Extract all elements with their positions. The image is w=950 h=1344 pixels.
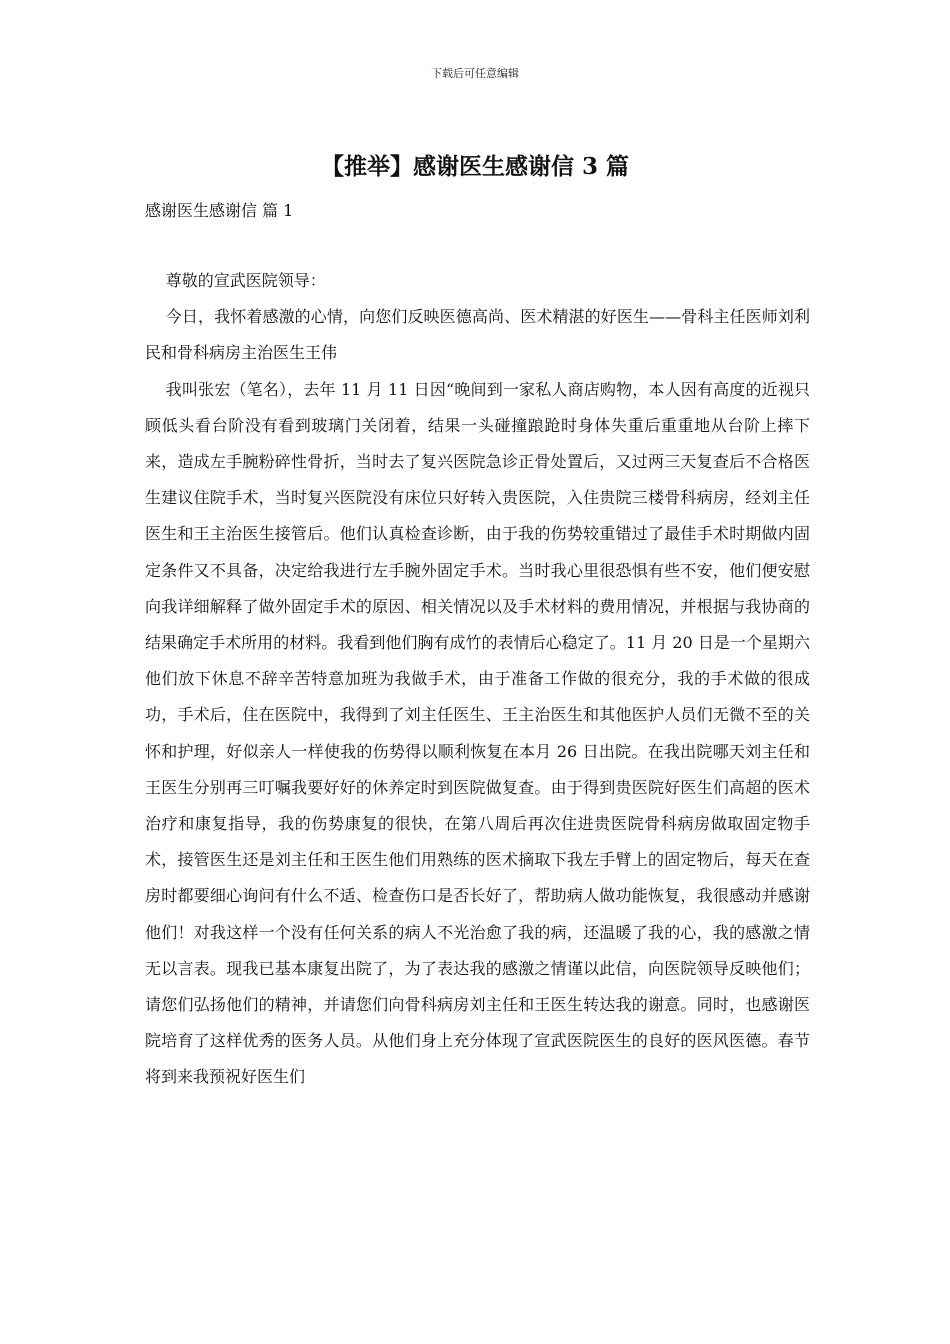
- letter-body: [145, 263, 810, 1096]
- intro-paragraph: 今日，我怀着感激的心情，向您们反映医德高尚、医术精湛的好医生——骨科主任医师刘利民和骨科病房主治医生王伟: [145, 307, 810, 363]
- document-title: 【推举】感谢医生感谢信 3 篇: [320, 153, 630, 180]
- story-paragraph: 我叫张宏（笔名），去年 11 月 11 日因“晚间到一家私人商店购物，本人因有高度的近视只顾低头看台阶没有看到玻璃门关闭着，结果一头碰撞踉跄时身体失重后重重地从台阶上摔下来，造成左手腕粉碎性骨折，当时去了复兴医院急诊正骨处置后，又过两三天复查后不合格医生建议住院手术，当时复兴医院没有床位只好转入贵医院，入住贵院三楼骨科病房，经刘主任医生和王主治医生接管后。他们认真检查诊断，由于我的伤势较重错过了最佳手术时期做内固定条件又不具备，决定给我进行左手腕外固定手术。当时我心里很恐惧有些不安，他们便安慰向我详细解释了做外固定手术的原因、相关情况以及手术材料的费用情况，并根据与我协商的结果确定手术所用的材料。我看到他们胸有成竹的表情后心稳定了。11 月 20 日是一个星期六他们放下休息不辞辛苦特意加班为我做手术，由于准备工作做的很充分，我的手术做的很成功，手术后，住在医院中，我得到了刘主任医生、王主治医生和其他医护人员们无微不至的关怀和护理，好似亲人一样使我的伤势得以顺利恢复在本月 26 日出院。在我出院哪天刘主任和王医生分别再三叮嘱我要好好的休养定时到医院做复查。由于得到贵医院好医生们高超的医术治疗和康复指导，我的伤势康复的很快，在第八周后再次住进贵医院骨科病房做取固定物手术，接管医生还是刘主任和王医生他们用熟练的医术摘取下我左手臂上的固定物后，每天在查房时都要细心询问有什么不适、检查伤口是否长好了，帮助病人做功能恢复，我很感动并感谢他们！对我这样一个没有任何关系的病人不光治愈了我的病，还温暖了我的心，我的感激之情无以言表。现我已基本康复出院了，为了表达我的感激之情谨以此信，向医院领导反映他们；请您们弘扬他们的精神，并请您们向骨科病房刘主任和王医生转达我的谢意。同时，也感谢医院培育了这样优秀的医务人员。从他们身上充分体现了宣武医院医生的良好的医风医德。春节将到来我预祝好医生们: [145, 379, 810, 1087]
- salutation-paragraph: 尊敬的宣武医院领导：: [165, 271, 326, 290]
- section-title: 感谢医生感谢信 篇 1: [145, 201, 294, 220]
- header-note: 下载后可任意编辑: [431, 67, 519, 80]
